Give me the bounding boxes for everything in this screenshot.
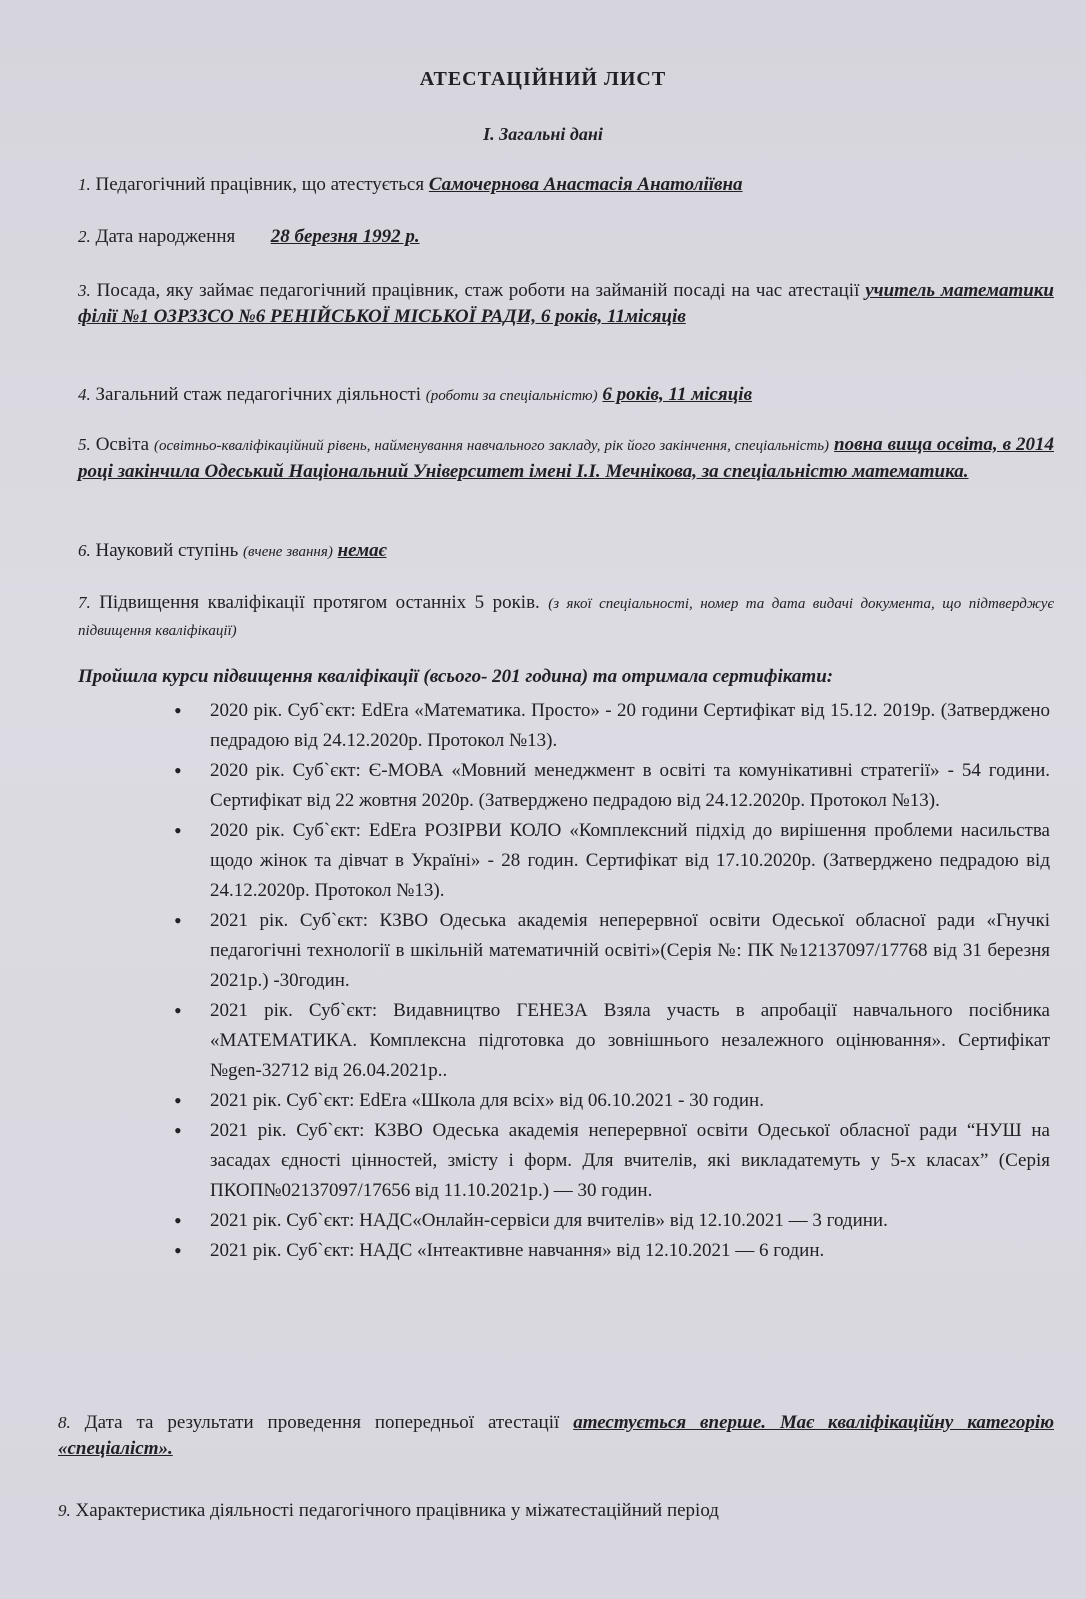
item-number: 6. [78, 541, 91, 560]
item-label: Освіта [95, 434, 150, 455]
item-label: Педагогічний працівник, що атестується [95, 174, 425, 195]
item-number: 9. [58, 1501, 71, 1520]
item-label: Підвищення кваліфікації протягом останніх 5 років. [99, 592, 540, 613]
item-2 [78, 224, 1054, 250]
item-label: Посада, яку займає педагогічний працівник, стаж роботи на займаній посаді на час атестації [96, 280, 860, 301]
document-title: АТЕСТАЦІЙНИЙ ЛИСТ [419, 68, 667, 90]
item-number: 2. [78, 227, 91, 246]
course-item: • 2020 рік. Суб`єкт: Є-МОВА «Мовний менеджмент в освіті та комунікативні стратегії» - 54 години. Сертифікат від 22 жовтня 2020р. (Затверджено педрадою від 24.12.2020р. Протокол №13). [170, 756, 1050, 816]
courses-heading: Пройшла курси підвищення кваліфікації (всього- 201 година) та отримала сертифікати: [78, 666, 834, 687]
course-item: • 2021 рік. Суб`єкт: Видавництво ГЕНЕЗА Взяла участь в апробації навчального посібника «МАТЕМАТИКА. Комплексна підготовка до зовнішнього незалежного оцінювання». Сертифікат №gen-32712 від 26.04.2021р.. [170, 996, 1050, 1086]
courses-list [170, 696, 1050, 1266]
course-item: • 2021 рік. Суб`єкт: НАДС «Інтеактивне навчання» від 12.10.2021 — 6 годин. [170, 1236, 1050, 1266]
item-number: 1. [78, 175, 91, 194]
course-item: • 2021 рік. Суб`єкт: EdEra «Школа для всіх» від 06.10.2021 - 30 годин. [170, 1086, 1050, 1116]
degree-value: немає [337, 540, 387, 561]
item-hint: (освітньо-кваліфікаційний рівень, найменування навчального закладу, рік його закінчення, спеціальність) [154, 438, 830, 454]
attestation-value: атестується вперше. Має кваліфікаційну категорію «спеціаліст». [58, 1412, 1055, 1459]
item-label: Дата та результати проведення попередньої атестації [84, 1412, 560, 1433]
course-item: • 2020 рік. Суб`єкт: EdEra РОЗІРВИ КОЛО «Комплексний підхід до вирішення проблеми насильства щодо жінок та дівчат в Україні» - 28 годин. Сертифікат від 17.10.2020р. (Затверджено педрадою від 24.12.2020р. Протокол №13). [170, 816, 1050, 906]
item-number: 4. [78, 385, 91, 404]
item-hint: (роботи за спеціальністю) [425, 388, 598, 404]
birth-date: 28 березня 1992 р. [270, 226, 420, 247]
item-label: Дата народження [95, 226, 236, 247]
item-5 [78, 432, 1054, 485]
item-8 [58, 1410, 1054, 1462]
course-item: • 2021 рік. Суб`єкт: КЗВО Одеська академія неперервної освіти Одеської обласної ради “НУШ на засадах єдності цінностей, змісту і форм. Для вчителів, які викладатемуть у 5-х класах” (Серія ПКОП№02137097/17656 від 11.10.2021р.) — 30 годин. [170, 1116, 1050, 1206]
item-label: Науковий ступінь [95, 540, 239, 561]
item-label: Характеристика діяльності педагогічного працівника у міжатестаційний період [75, 1500, 719, 1521]
item-number: 7. [78, 593, 91, 612]
item-label: Загальний стаж педагогічних діяльності [95, 384, 421, 405]
course-item: • 2021 рік. Суб`єкт: КЗВО Одеська академія неперервної освіти Одеської обласної ради «Гнучкі педагогічні технології в шкільній математичній освіті»(Серія №: ПК №12137097/17768 від 31 березня 2021р.) -30годин. [170, 906, 1050, 996]
item-hint: (з якої спеціальності, номер та дата видачі документа, що підтверджує підвищення кваліфікації) [78, 596, 1054, 639]
section-heading: І. Загальні дані [483, 124, 603, 144]
item-3 [78, 278, 1054, 330]
item-9 [58, 1498, 1054, 1524]
education-value: повна вища освіта, в 2014 році закінчила Одеський Національний Університет імені І.І. Мечнікова, за спеціальністю математика. [78, 434, 1055, 482]
item-number: 5. [78, 435, 91, 454]
course-item: • 2021 рік. Суб`єкт: НАДС«Онлайн-сервіси для вчителів» від 12.10.2021 — 3 години. [170, 1206, 1050, 1236]
teacher-name: Самочернова Анастасія Анатоліївна [428, 174, 743, 195]
item-7 [78, 590, 1054, 644]
experience-value: 6 років, 11 місяців [602, 384, 753, 405]
position-value: учитель математики філії №1 ОЗРЗЗСО №6 РЕНІЙСЬКОЇ МІСЬКОЇ РАДИ, 6 років, 11місяців [78, 280, 1054, 327]
item-1 [78, 172, 1054, 198]
course-item: • 2020 рік. Суб`єкт: EdEra «Математика. Просто» - 20 години Сертифікат від 15.12. 2019р. (Затверджено педрадою від 24.12.2020р. Протокол №13). [170, 696, 1050, 756]
item-number: 8. [58, 1413, 71, 1432]
item-number: 3. [78, 281, 91, 300]
item-hint: (вчене звання) [243, 544, 333, 560]
item-6 [78, 538, 1054, 565]
item-4 [78, 382, 1054, 409]
